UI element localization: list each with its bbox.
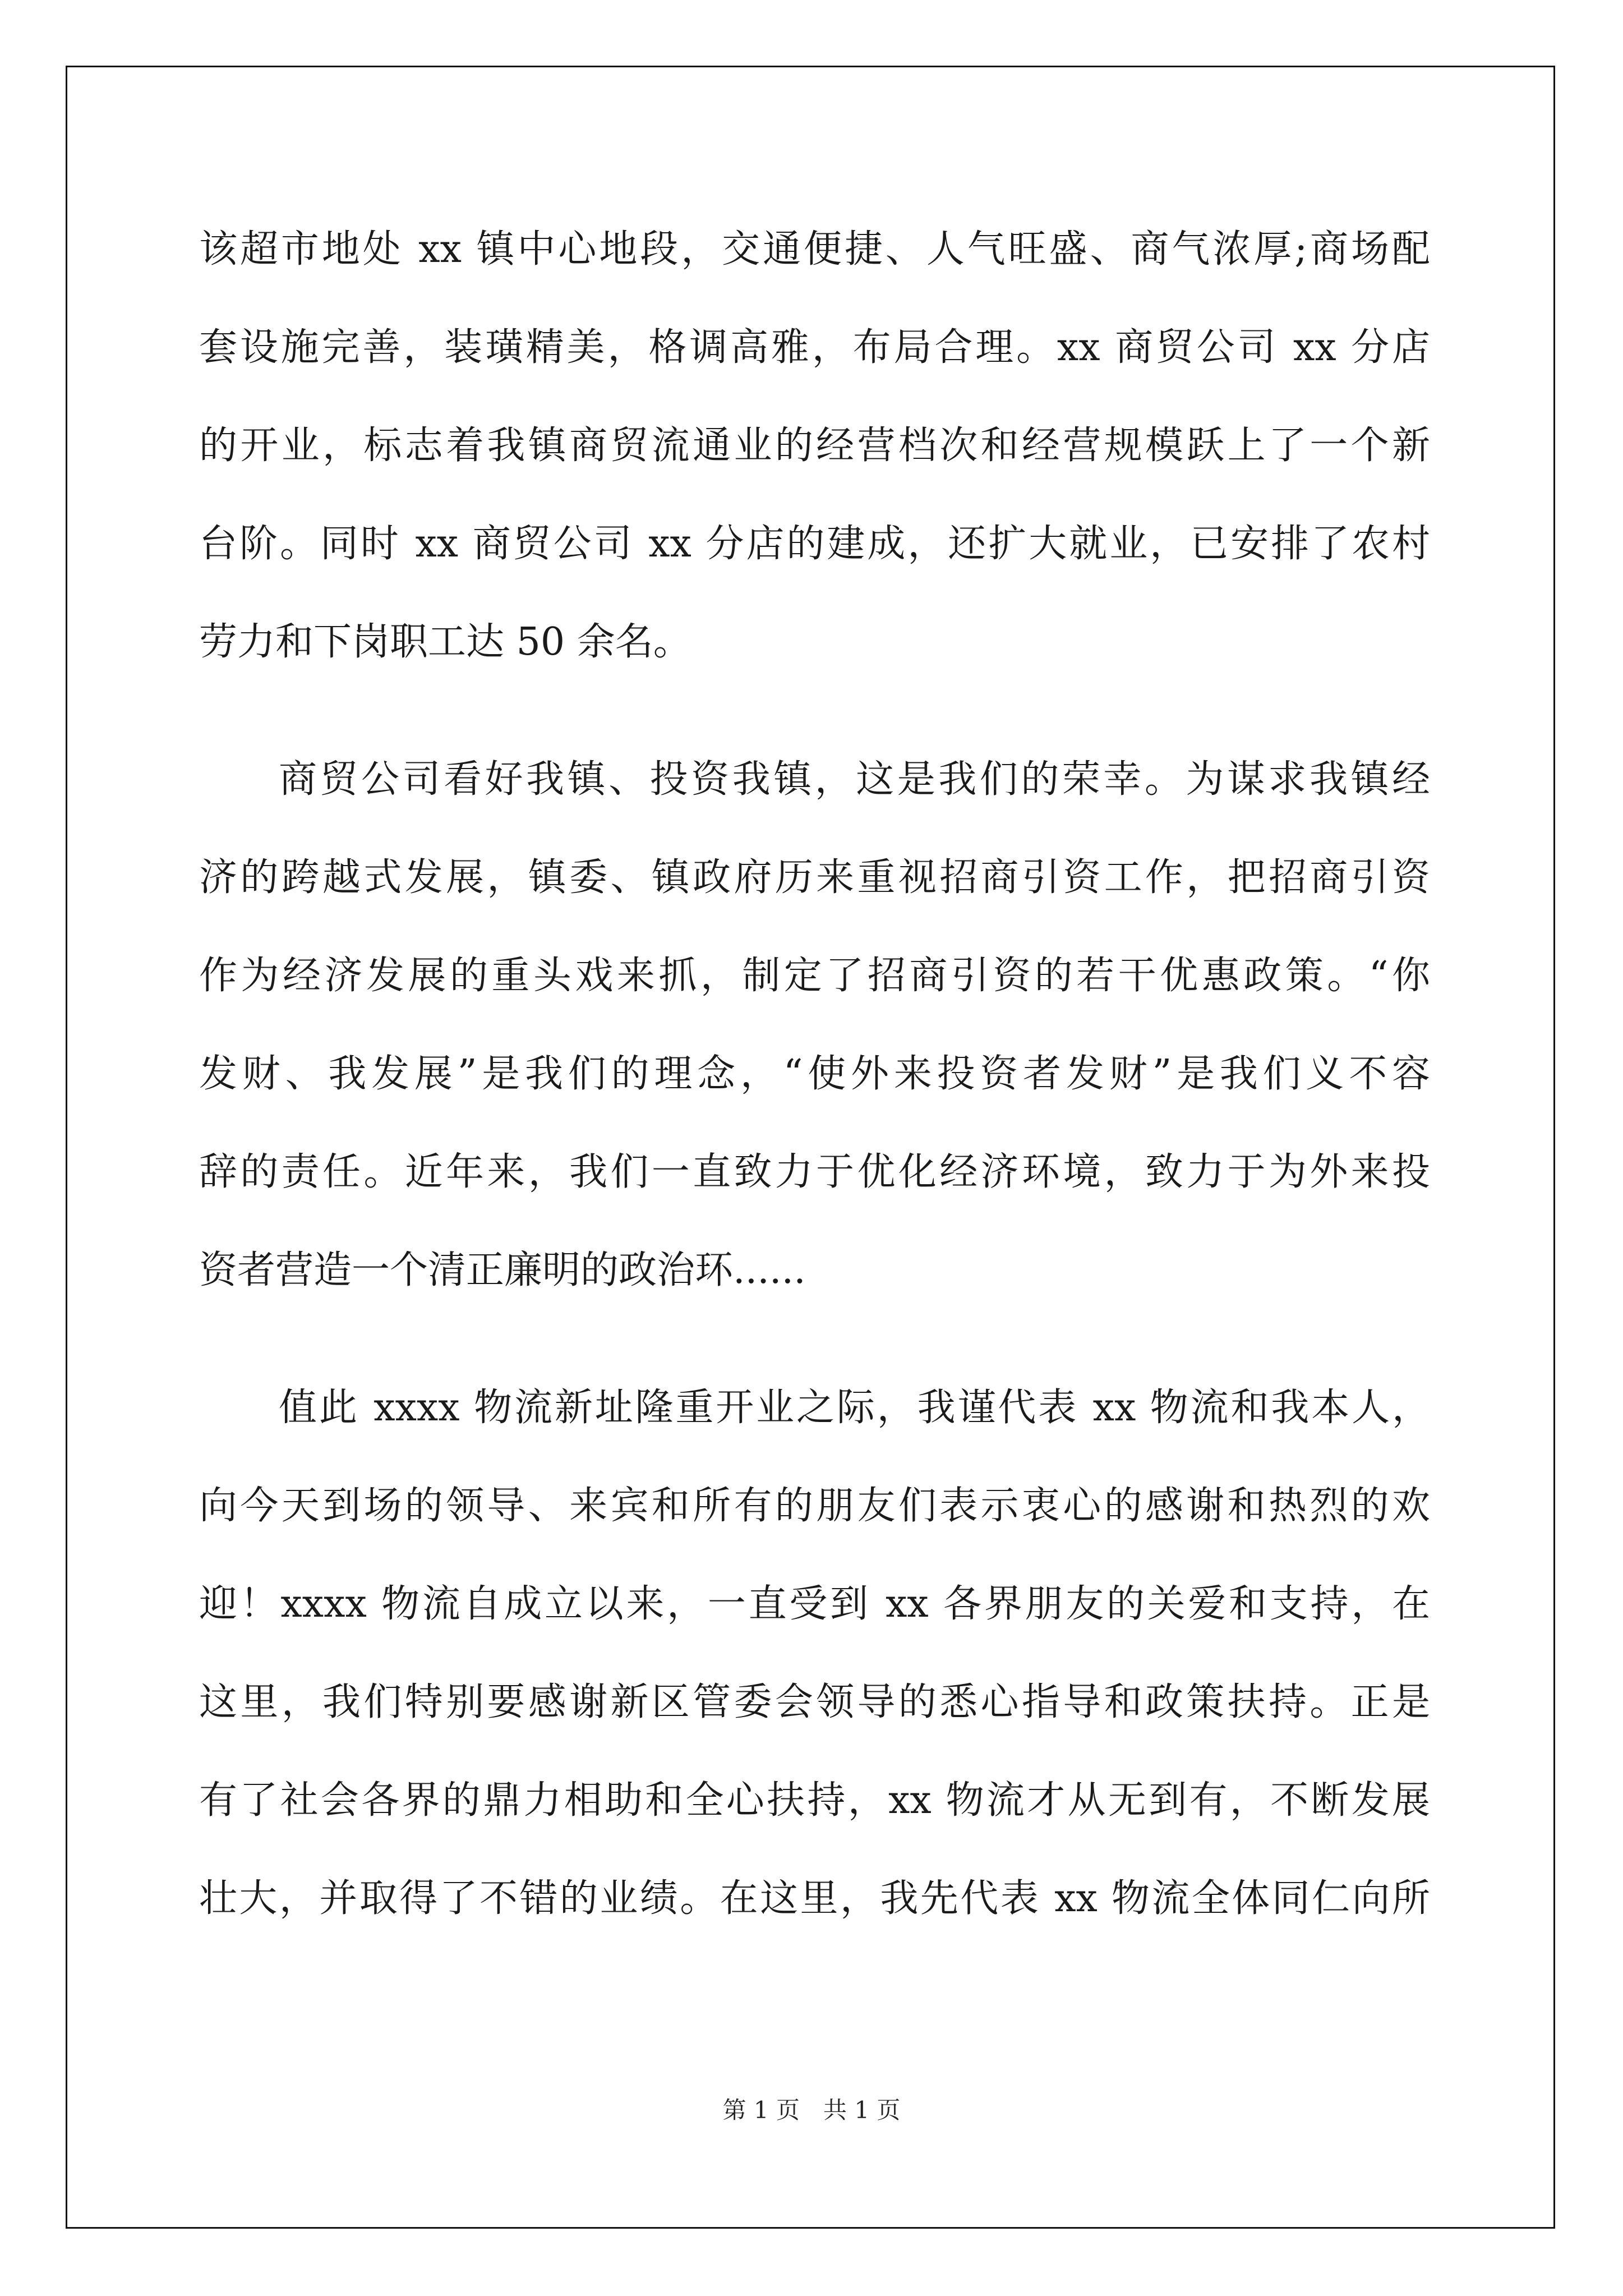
paragraph-1-line-3: 的开业，标志着我镇商贸流通业的经营档次和经营规模跃上了一个新 xyxy=(199,424,1430,468)
paragraph-3-line-5: 有了社会各界的鼎力相助和全心扶持，xx 物流才从无到有，不断发展 xyxy=(199,1778,1430,1823)
paragraph-3-line-2: 向今天到场的领导、来宾和所有的朋友们表示衷心的感谢和热烈的欢 xyxy=(199,1484,1430,1528)
paragraph-1-line-2: 套设施完善，装璜精美，格调高雅，布局合理。xx 商贸公司 xx 分店 xyxy=(199,325,1430,370)
paragraph-3-line-6: 壮大，并取得了不错的业绩。在这里，我先代表 xx 物流全体同仁向所 xyxy=(199,1876,1430,1921)
paragraph-2-line-3: 作为经济发展的重头戏来抓，制定了招商引资的若干优惠政策。“你 xyxy=(199,954,1430,998)
paragraph-2-line-2: 济的跨越式发展，镇委、镇政府历来重视招商引资工作，把招商引资 xyxy=(199,855,1430,900)
paragraph-2-line-1: 商贸公司看好我镇、投资我镇，这是我们的荣幸。为谋求我镇经 xyxy=(279,757,1430,802)
paragraph-2-line-5: 辞的责任。近年来，我们一直致力于优化经济环境，致力于为外来投 xyxy=(199,1150,1430,1194)
paragraph-1-line-4: 台阶。同时 xx 商贸公司 xx 分店的建成，还扩大就业，已安排了农村 xyxy=(199,522,1430,566)
paragraph-3-line-4: 这里，我们特别要感谢新区管委会领导的悉心指导和政策扶持。正是 xyxy=(199,1680,1430,1724)
paragraph-3-line-1: 值此 xxxx 物流新址隆重开业之际，我谨代表 xx 物流和我本人， xyxy=(279,1386,1430,1430)
paragraph-3-line-3: 迎！xxxx 物流自成立以来，一直受到 xx 各界朋友的关爱和支持，在 xyxy=(199,1582,1430,1626)
page-footer: 第 1 页 共 1 页 xyxy=(722,2096,901,2124)
paragraph-2-line-4: 发财、我发展”是我们的理念，“使外来投资者发财”是我们义不容 xyxy=(199,1052,1430,1096)
paragraph-1-line-5: 劳力和下岗职工达 50 余名。 xyxy=(199,620,691,664)
paragraph-1-line-1: 该超市地处 xx 镇中心地段，交通便捷、人气旺盛、商气浓厚;商场配 xyxy=(199,227,1430,272)
paragraph-2-line-6: 资者营造一个清正廉明的政治环...... xyxy=(199,1248,806,1292)
